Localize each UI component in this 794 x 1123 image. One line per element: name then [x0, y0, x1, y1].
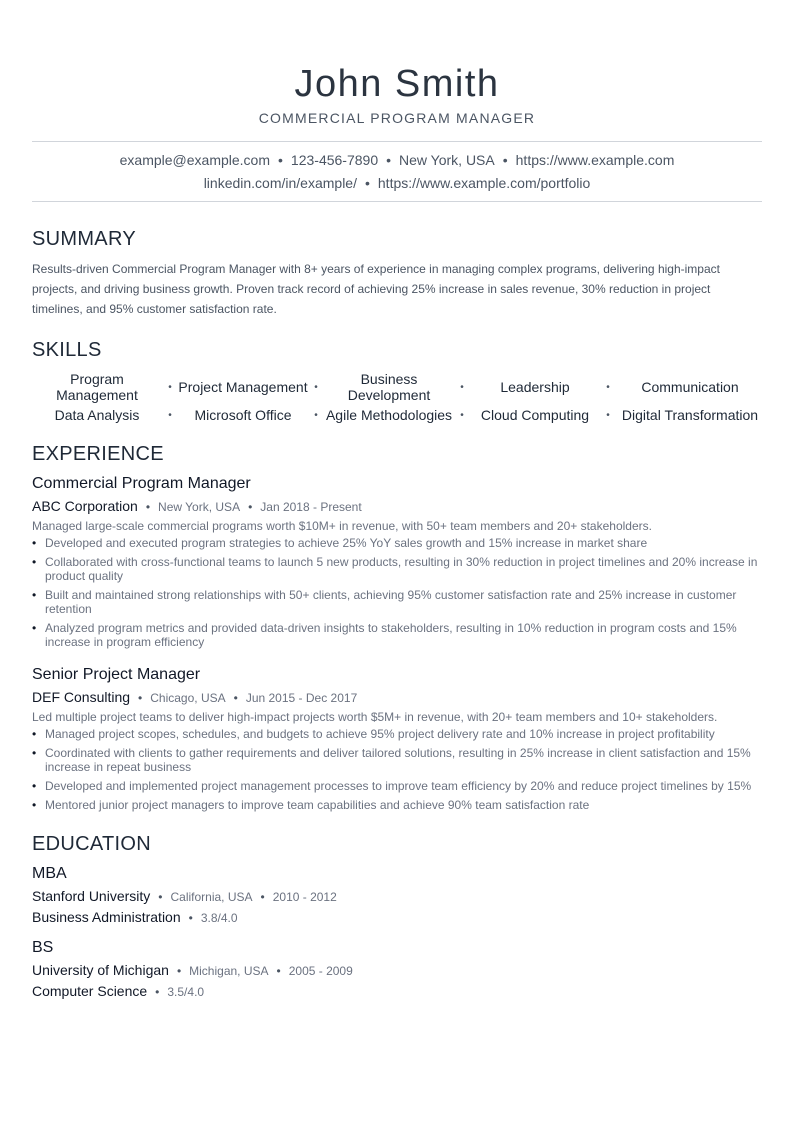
- education-dates: 2010 - 2012: [272, 890, 337, 904]
- job-company: DEF Consulting: [32, 689, 131, 705]
- job-title: Commercial Program Manager: [32, 475, 251, 492]
- job-bullet: • Managed project scopes, schedules, and budgets to achieve 95% project delivery rate and 10% increase in project profitability: [32, 727, 762, 741]
- education-field: Business Administration: [32, 909, 181, 925]
- job-title: Senior Project Manager: [32, 666, 201, 683]
- skill-item: Digital Transformation: [621, 407, 759, 423]
- education-entry: [32, 938, 762, 1002]
- separator-dot: •: [364, 175, 370, 191]
- separator-dot: •: [260, 890, 265, 904]
- skill-item: Microsoft Office: [194, 407, 292, 423]
- contact-email[interactable]: example@example.com: [119, 152, 271, 168]
- skill-item: Agile Methodologies: [325, 407, 453, 423]
- skill-separator: •: [314, 409, 318, 421]
- education-dates: 2005 - 2009: [288, 964, 353, 978]
- header-divider-bottom: [32, 201, 762, 202]
- skill-separator: •: [168, 381, 172, 393]
- education-gpa: 3.5/4.0: [167, 985, 205, 999]
- job-location: Chicago, USA: [150, 691, 226, 705]
- job-meta: [32, 496, 762, 517]
- candidate-title: COMMERCIAL PROGRAM MANAGER: [258, 110, 536, 126]
- job-location: New York, USA: [158, 500, 241, 514]
- skill-separator: •: [460, 409, 464, 421]
- education-gpa: 3.8/4.0: [200, 911, 238, 925]
- skill-item: Program Management: [56, 371, 138, 403]
- education-meta: [32, 960, 762, 981]
- separator-dot: •: [188, 911, 193, 925]
- separator-dot: •: [176, 964, 182, 978]
- skill-item: Project Management: [178, 379, 308, 395]
- contact-portfolio[interactable]: https://www.example.com/portfolio: [377, 175, 591, 191]
- education-location: California, USA: [170, 890, 253, 904]
- separator-dot: •: [155, 985, 160, 999]
- job-bullet: • Coordinated with clients to gather requirements and deliver tailored solutions, resulting in 25% increase in client satisfaction and 15% increase in repeat business: [32, 746, 762, 774]
- job-bullets: [32, 727, 762, 812]
- separator-dot: •: [145, 500, 151, 514]
- contact-phone[interactable]: 123-456-7890: [290, 152, 379, 168]
- separator-dot: •: [386, 152, 392, 168]
- education-entry: [32, 864, 762, 928]
- separator-dot: •: [276, 964, 281, 978]
- separator-dot: •: [248, 500, 253, 514]
- job-bullets: [32, 536, 762, 649]
- education-heading: EDUCATION: [32, 833, 151, 855]
- candidate-name: John Smith: [294, 63, 500, 105]
- summary-heading: SUMMARY: [32, 228, 136, 250]
- job-meta: [32, 687, 762, 708]
- resume-page: [32, 0, 762, 1002]
- skill-separator: •: [168, 409, 172, 421]
- skill-separator: •: [606, 409, 610, 421]
- education-degree: MBA: [32, 865, 67, 882]
- job-description: Led multiple project teams to deliver high-impact projects worth $5M+ in revenue, with 20+ team members and 10+ stakeholders.: [32, 710, 718, 724]
- contact-linkedin[interactable]: linkedin.com/in/example/: [203, 175, 357, 191]
- job-bullet: • Analyzed program metrics and provided data-driven insights to stakeholders, resulting in 10% reduction in program costs and 15% increase in program efficiency: [32, 621, 762, 649]
- education-school: Stanford University: [32, 888, 151, 904]
- skill-item: Communication: [641, 379, 739, 395]
- education-meta: [32, 886, 762, 907]
- education-field-row: [32, 981, 762, 1002]
- education-field: Computer Science: [32, 983, 148, 999]
- contact-line-1: [32, 149, 762, 172]
- education-location: Michigan, USA: [189, 964, 269, 978]
- separator-dot: •: [233, 691, 238, 705]
- skill-separator: •: [606, 381, 610, 393]
- separator-dot: •: [138, 691, 143, 705]
- separator-dot: •: [278, 152, 283, 168]
- job-company: ABC Corporation: [32, 498, 138, 514]
- job-dates: Jun 2015 - Dec 2017: [245, 691, 358, 705]
- contact-location: New York, USA: [399, 152, 495, 168]
- job-bullet: • Built and maintained strong relationships with 50+ clients, achieving 95% customer satisfaction rate and 25% increase in customer retention: [32, 588, 762, 616]
- job-dates: Jan 2018 - Present: [260, 500, 362, 514]
- skill-separator: •: [460, 381, 464, 393]
- separator-dot: •: [502, 152, 508, 168]
- separator-dot: •: [158, 890, 163, 904]
- job-entry: [32, 474, 762, 649]
- skill-separator: •: [314, 381, 318, 393]
- contact-line-2: [32, 172, 762, 195]
- experience-heading: EXPERIENCE: [32, 443, 164, 465]
- education-field-row: [32, 907, 762, 928]
- job-entry: [32, 665, 762, 812]
- job-bullet: • Developed and executed program strategies to achieve 25% YoY sales growth and 15% increase in market share: [32, 536, 762, 550]
- job-bullet: • Mentored junior project managers to improve team capabilities and achieve 90% team satisfaction rate: [32, 798, 762, 812]
- contact-block: [32, 142, 762, 201]
- skill-item: Cloud Computing: [480, 407, 590, 423]
- education-school: University of Michigan: [32, 962, 169, 978]
- skill-item: Leadership: [500, 379, 570, 395]
- skill-item: Data Analysis: [54, 407, 140, 423]
- job-description: Managed large-scale commercial programs worth $10M+ in revenue, with 50+ team members and 20+ stakeholders.: [32, 519, 652, 533]
- job-bullet: • Collaborated with cross-functional teams to launch 5 new products, resulting in 30% reduction in project timelines and 20% increase in product quality: [32, 555, 762, 583]
- contact-website[interactable]: https://www.example.com: [515, 152, 675, 168]
- skill-item: Business Development: [347, 371, 431, 403]
- job-bullet: • Developed and implemented project management processes to improve team efficiency by 20% and reduce project timelines by 15%: [32, 779, 762, 793]
- skills-grid: [32, 371, 762, 423]
- summary-text: Results-driven Commercial Program Manager with 8+ years of experience in managing complex programs, delivering high-impact projects, and driving business growth. Proven track record of achieving 25% increase in sales revenue, 30% reduction in project timelines, and 95% customer satisfaction rate.: [32, 262, 720, 316]
- education-degree: BS: [32, 939, 54, 956]
- skills-heading: SKILLS: [32, 339, 102, 361]
